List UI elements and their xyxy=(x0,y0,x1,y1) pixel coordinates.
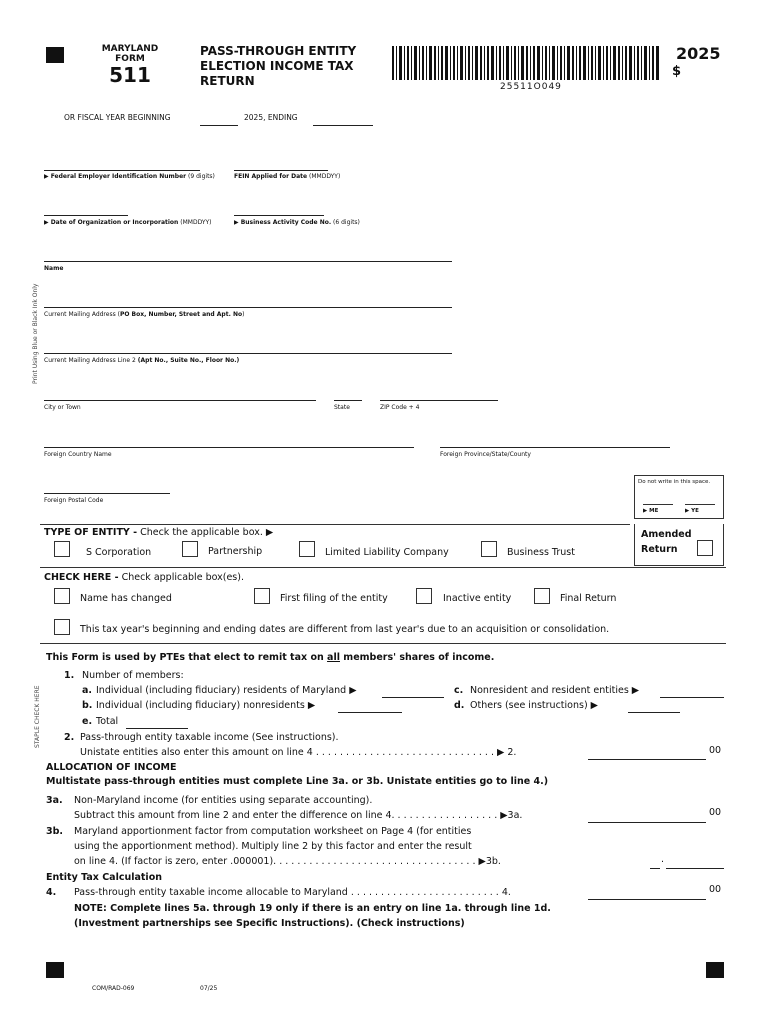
allocation-note: Multistate pass-through entities must complete Line 3a. or 3b. Unistate entities go to line 4.) xyxy=(46,776,549,787)
city-label: City or Town xyxy=(44,404,81,411)
line-1e-input[interactable] xyxy=(126,716,188,729)
entity-option-llc: Limited Liability Company xyxy=(325,547,449,558)
check-option-dates-different: This tax year's beginning and ending dates are different from last year's due to an acquisition or consolidation. xyxy=(80,624,610,635)
amended-label-1: Amended xyxy=(641,529,692,540)
line-1-number: 1. xyxy=(64,670,75,681)
state-label: State xyxy=(334,404,350,411)
line-3b-decimal: . xyxy=(661,854,665,865)
checkbox-s-corporation[interactable] xyxy=(54,541,70,557)
foreign-country-input[interactable] xyxy=(44,447,414,448)
line-3a-number: 3a. xyxy=(46,795,63,806)
fein-input[interactable] xyxy=(44,170,200,171)
divider xyxy=(40,643,726,644)
line-1d-number: d. xyxy=(454,700,465,711)
barcode-number: 25511O049 xyxy=(500,82,562,92)
org-date-label: ▶ Date of Organization or Incorporation (MMDDYY) xyxy=(44,219,212,226)
form-id-block xyxy=(92,44,168,86)
line-3a-input[interactable] xyxy=(588,810,706,823)
line-3a-text-2: Subtract this amount from line 2 and enter the difference on line 4. . . . . . . . . . . . . . . . . . ▶3a. xyxy=(74,810,523,821)
entity-option-s-corporation: S Corporation xyxy=(86,547,152,558)
form-word: FORM xyxy=(115,54,145,64)
fiscal-ending-input[interactable] xyxy=(313,115,373,126)
checkbox-inactive[interactable] xyxy=(416,588,432,604)
line-3b-input-whole[interactable] xyxy=(650,856,660,869)
zip-input[interactable] xyxy=(380,400,498,401)
line-3a-text: Non-Maryland income (for entities using separate accounting). xyxy=(74,795,373,806)
line-2-text-2: Unistate entities also enter this amount on line 4 . . . . . . . . . . . . . . . . . . . . . . . . . . . . . . ▶ 2. xyxy=(80,747,517,758)
amended-box xyxy=(634,524,724,566)
line-1d-text: Others (see instructions) ▶ xyxy=(470,700,598,711)
office-use-note: Do not write in this space. xyxy=(638,479,711,485)
registration-mark-bottom-right xyxy=(706,962,724,978)
state-label: MARYLAND xyxy=(101,44,159,54)
org-date-input[interactable] xyxy=(44,215,128,216)
amended-label-2: Return xyxy=(641,544,678,555)
name-label: Name xyxy=(44,265,64,272)
line-1c-number: c. xyxy=(454,685,464,696)
line-2-input[interactable] xyxy=(588,747,706,760)
line-4-number: 4. xyxy=(46,887,57,898)
line-1a-input[interactable] xyxy=(382,685,444,698)
address-line1-input[interactable] xyxy=(44,307,452,308)
line-1a-number: a. xyxy=(82,685,93,696)
divider xyxy=(40,567,726,568)
office-use-box xyxy=(634,475,724,519)
line-1b-text: Individual (including fiduciary) nonresidents ▶ xyxy=(96,700,316,711)
line-1e-number: e. xyxy=(82,716,93,727)
divider xyxy=(40,524,630,525)
line-4-cents: 00 xyxy=(709,884,722,895)
address-line2-label: Current Mailing Address Line 2 (Apt No., Suite No., Floor No.) xyxy=(44,357,240,364)
check-option-name-changed: Name has changed xyxy=(80,593,172,604)
line-1b-input[interactable] xyxy=(338,700,402,713)
line-2-number: 2. xyxy=(64,732,75,743)
footer-form-code: COM/RAD-069 xyxy=(92,985,135,992)
checkbox-llc[interactable] xyxy=(299,541,315,557)
name-input[interactable] xyxy=(44,261,452,262)
intro-statement: This Form is used by PTEs that elect to remit tax on all members' shares of income. xyxy=(46,652,495,663)
checkbox-business-trust[interactable] xyxy=(481,541,497,557)
line-3a-cents: 00 xyxy=(709,807,722,818)
entity-option-partnership: Partnership xyxy=(208,546,263,557)
staple-instruction: STAPLE CHECK HERE xyxy=(34,685,41,748)
ink-instruction: Print Using Blue or Black Ink Only xyxy=(32,283,39,384)
checkbox-amended-return[interactable] xyxy=(697,540,713,556)
line-3b-text: Maryland apportionment factor from computation worksheet on Page 4 (for entities xyxy=(74,826,472,837)
activity-code-label: ▶ Business Activity Code No. (6 digits) xyxy=(234,219,360,226)
fein-label: ▶ Federal Employer Identification Number (9 digits) xyxy=(44,173,215,180)
note-line-1: NOTE: Complete lines 5a. through 19 only if there is an entry on line 1a. through line 1d. xyxy=(74,903,551,914)
line-3b-text-3: on line 4. (If factor is zero, enter .000001). . . . . . . . . . . . . . . . . . . . . . . . . . . . . . . . . . ▶3b. xyxy=(74,856,501,867)
checkbox-partnership[interactable] xyxy=(182,541,198,557)
fein-date-input[interactable] xyxy=(234,170,328,171)
checkbox-name-changed[interactable] xyxy=(54,588,70,604)
line-1e-text: Total xyxy=(96,716,119,727)
registration-mark-top-left xyxy=(46,47,64,63)
foreign-province-input[interactable] xyxy=(440,447,670,448)
line-1-text: Number of members: xyxy=(82,670,184,681)
line-1c-text: Nonresident and resident entities ▶ xyxy=(470,685,640,696)
address-line2-input[interactable] xyxy=(44,353,452,354)
barcode xyxy=(392,46,660,80)
form-title xyxy=(200,44,356,89)
check-option-inactive: Inactive entity xyxy=(443,593,512,604)
note-line-2: (Investment partnerships see Specific Instructions). (Check instructions) xyxy=(74,918,465,929)
zip-label: ZIP Code + 4 xyxy=(380,404,420,411)
title-line-3: RETURN xyxy=(200,74,255,88)
state-input[interactable] xyxy=(334,400,362,401)
dollar-sign: $ xyxy=(672,64,682,79)
check-option-final-return: Final Return xyxy=(560,593,617,604)
form-number: 511 xyxy=(109,63,151,87)
line-1c-input[interactable] xyxy=(660,685,724,698)
footer-revision-date: 07/25 xyxy=(200,985,218,992)
foreign-province-label: Foreign Province/State/County xyxy=(440,451,531,458)
fiscal-beginning-input[interactable] xyxy=(200,115,238,126)
checkbox-dates-different[interactable] xyxy=(54,619,70,635)
fiscal-beginning-label: OR FISCAL YEAR BEGINNING xyxy=(64,113,171,122)
fiscal-ending-label: 2025, ENDING xyxy=(244,113,298,122)
line-3b-number: 3b. xyxy=(46,826,64,837)
title-line-2: ELECTION INCOME TAX xyxy=(200,59,354,73)
address-line1-label: Current Mailing Address (PO Box, Number, Street and Apt. No) xyxy=(44,311,245,318)
registration-mark-bottom-left xyxy=(46,962,64,978)
allocation-heading: ALLOCATION OF INCOME xyxy=(46,762,177,773)
line-1d-input[interactable] xyxy=(628,700,680,713)
check-option-first-filing: First filing of the entity xyxy=(280,593,388,604)
fein-date-label: FEIN Applied for Date (MMDDYY) xyxy=(234,173,341,180)
line-4-input[interactable] xyxy=(588,887,706,900)
line-3b-input-factor[interactable] xyxy=(666,856,724,869)
activity-code-input[interactable] xyxy=(234,215,324,216)
foreign-postal-label: Foreign Postal Code xyxy=(44,497,104,504)
title-line-1: PASS-THROUGH ENTITY xyxy=(200,44,357,58)
checkbox-final-return[interactable] xyxy=(534,588,550,604)
tax-calc-heading: Entity Tax Calculation xyxy=(46,872,162,883)
checkbox-first-filing[interactable] xyxy=(254,588,270,604)
me-label: ▶ ME xyxy=(643,508,659,514)
line-4-text: Pass-through entity taxable income allocable to Maryland . . . . . . . . . . . . . . . . . . . . . . . . . 4. xyxy=(74,887,511,898)
tax-year: 2025 xyxy=(676,44,721,63)
check-heading: CHECK HERE - Check applicable box(es). xyxy=(44,572,244,583)
line-3b-text-2: using the apportionment method). Multiply line 2 by this factor and enter the result xyxy=(74,841,472,852)
line-2-cents: 00 xyxy=(709,745,722,756)
line-2-text: Pass-through entity taxable income (See instructions). xyxy=(80,732,339,743)
line-1b-number: b. xyxy=(82,700,93,711)
foreign-country-label: Foreign Country Name xyxy=(44,451,112,458)
entity-heading: TYPE OF ENTITY - Check the applicable box. ▶ xyxy=(44,527,274,538)
foreign-postal-input[interactable] xyxy=(44,493,170,494)
line-1a-text: Individual (including fiduciary) residents of Maryland ▶ xyxy=(96,685,357,696)
ye-label: ▶ YE xyxy=(685,508,699,514)
city-input[interactable] xyxy=(44,400,316,401)
entity-option-business-trust: Business Trust xyxy=(507,547,575,558)
